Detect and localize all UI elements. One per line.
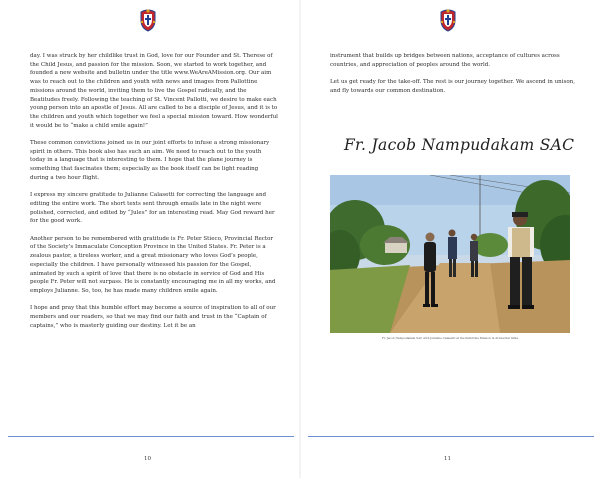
page-number: 10 [144, 456, 151, 462]
crest-icon [438, 8, 458, 32]
crest-icon [138, 8, 158, 32]
paragraph: day. I was struck by her childlike trust in God, love for our Founder and St. Therese of the Child Jesus, and passion for the mission. Soon, we started to work together, and founded a new website and bulletin under the title www.WeAreAMission.org. Our aim was to reach out to the children and youth with news and images from Pallottine missions around the world, inviting them to live the Gospel radically, and the Beatitudes freely. Following the teaching of St. Vincent Pallotti, we desire to make each young person into an apostle of Jesus. All are called to be a disciple of Jesus, and it is to the children and youth which together we feel a special mission toward. How wonderful it would be to “make a child smile again!” [30, 53, 278, 129]
footer-rule [308, 436, 594, 437]
page-number: 11 [444, 456, 451, 462]
photo-caption: Fr. Jacob Nampudakam SAC with Julianne Calasetti at the Pallottine Mission in Arunachal India [382, 336, 518, 340]
paragraph: instrument that builds up bridges between nations, acceptance of cultures across countries, and appreciation of peoples around the world. [330, 53, 560, 68]
right-page [300, 0, 600, 478]
paragraph: Another person to be remembered with gratitude is Fr. Peter Stieco, Provincial Rector of the Society’s Immaculate Conception Province in the United States. Fr. Peter is a zealous pastor, a tireless worker, and a great missionary who loves God’s people, especially the children. I have personally witnessed his passion for the Gospel, animated by such a spirit of love that there is no obstacle in service of God and His people Fr. Peter will not surpass. He is constantly encouraging me in all my works, and employs Julianne. So, too, he has made many children smile again. [30, 235, 276, 294]
footer-rule [8, 436, 294, 437]
right-page-text [330, 52, 576, 104]
author-signature: Fr. Jacob Nampudakam SAC [344, 136, 575, 154]
paragraph: Let us get ready for the take-off. The rest is our journey together. We ascend in unison, and fly towards our common destination. [330, 79, 576, 94]
paragraph: These common convictions joined us in our joint efforts to infuse a strong missionary spirit in others. This book also has such an aim. We need to reach out to the youth today in a language that is interesting to them. I hope that the plane journey is something that fascinates them; especially as the book itself can be light reading during a two hour flight. [30, 140, 270, 181]
left-page-text [30, 52, 278, 339]
paragraph: I hope and pray that this humble effort may become a source of inspiration to all of our members and our readers, so that we may find our faith and trust in the “Captain of captains,” who is masterly guiding our destiny. Let it be an [30, 305, 276, 329]
mission-photo [330, 175, 570, 333]
paragraph: I express my sincere gratitude to Julianne Calasetti for correcting the language and editing the entire work. The short texts sent through emails late in the night were polished, corrected, and edited by “Jules” for an interesting read. May God reward her for the good work. [30, 192, 275, 225]
